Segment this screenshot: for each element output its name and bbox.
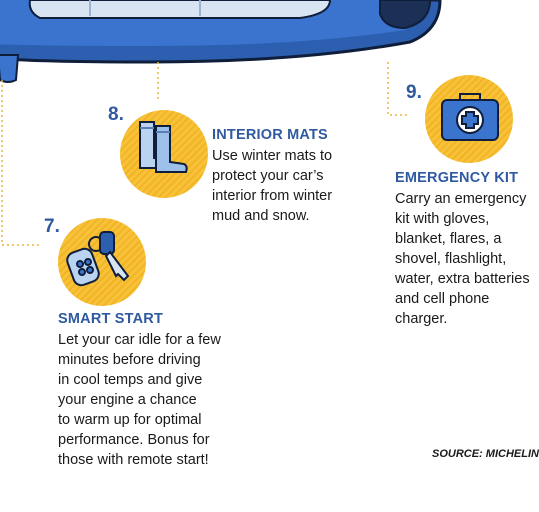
car-key-remote-icon — [66, 228, 136, 288]
step-number-9: 9. — [406, 82, 422, 103]
boots-icon — [134, 118, 194, 178]
smart-start-title: SMART START — [58, 311, 164, 327]
smart-start-body: Let your car idle for a few minutes before driving in cool temps and give your engine a chance to warm up for optimal performance. Bonus for those with remote start! — [58, 332, 221, 468]
source-credit: SOURCE: MICHELIN — [432, 448, 539, 460]
first-aid-kit-icon — [440, 92, 500, 142]
step-number-7: 7. — [44, 216, 60, 237]
emergency-kit-title: EMERGENCY KIT — [395, 170, 519, 186]
emergency-kit-body: Carry an emergency kit with gloves, blanket, flares, a shovel, flashlight, water, extra batteries and cell phone charger. — [395, 191, 530, 327]
interior-mats-body: Use winter mats to protect your car’s interior from winter mud and snow. — [212, 148, 333, 224]
interior-mats-title: INTERIOR MATS — [212, 127, 328, 143]
step-number-8: 8. — [108, 104, 124, 125]
